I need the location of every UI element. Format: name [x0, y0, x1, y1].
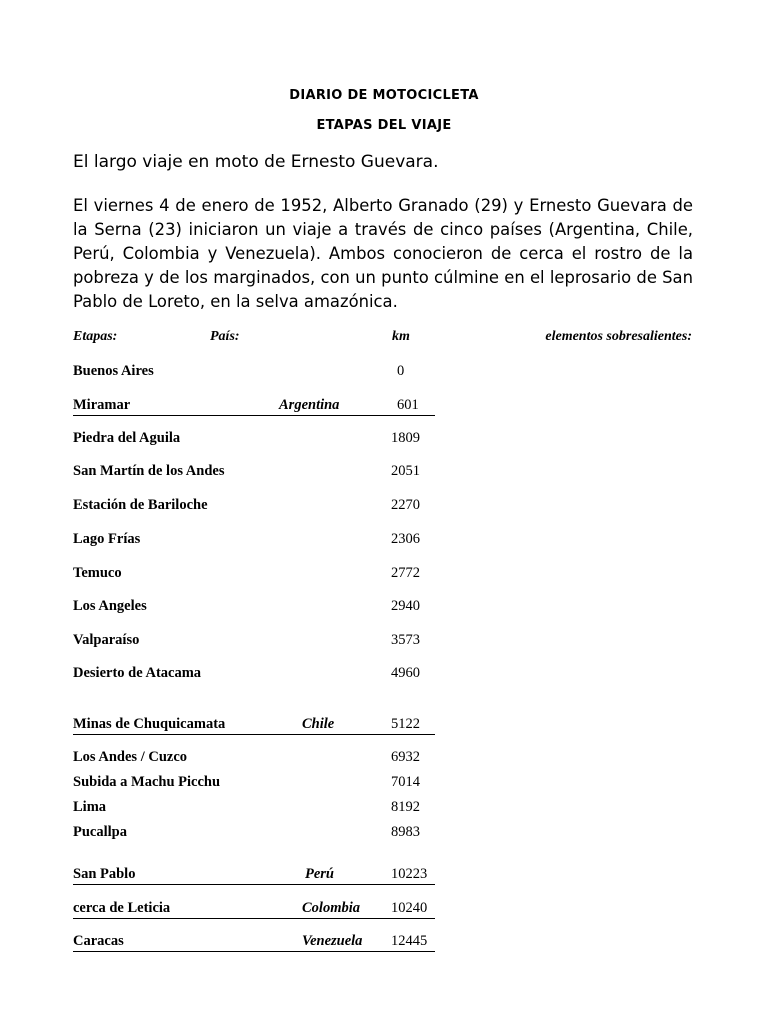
place-name: Miramar: [73, 397, 131, 413]
km-value: 2306: [391, 531, 420, 547]
document-subtitle: ETAPAS DEL VIAJE: [316, 118, 452, 133]
place-name: Los Andes / Cuzco: [73, 749, 188, 765]
table-row: [73, 463, 435, 483]
km-value: 2940: [391, 598, 420, 614]
header-etapas: Etapas:: [73, 329, 118, 344]
place-name: Estación de Bariloche: [73, 497, 208, 513]
km-value: 2051: [391, 463, 420, 479]
table-row: [73, 632, 435, 652]
km-value: 4960: [391, 665, 420, 681]
place-name: Subida a Machu Picchu: [73, 774, 221, 790]
km-value: 5122: [391, 716, 420, 732]
km-value: 6932: [391, 749, 420, 765]
country-name: Venezuela: [302, 933, 363, 949]
place-name: Los Angeles: [73, 598, 147, 614]
table-row: [73, 774, 435, 794]
place-name: San Martín de los Andes: [73, 463, 225, 479]
km-value: 10223: [391, 866, 428, 882]
place-name: Piedra del Aguila: [73, 430, 181, 446]
country-name: Colombia: [302, 900, 361, 916]
header-elementos: elementos sobresalientes:: [545, 329, 692, 344]
document-title: DIARIO DE MOTOCICLETA: [289, 88, 479, 103]
intro-paragraph: El viernes 4 de enero de 1952, Alberto Granado (29) y Ernesto Guevara de la Serna (23) iniciaron un viaje a través de cinco países (Argentina, Chile, Perú, Colombia y Venezuela). Ambos conocieron de cerca el rostro de la pobreza y de los marginados, con un punto cúlmine en el leprosario de San Pablo de Loreto, en la selva amazónica.: [73, 196, 693, 311]
table-row: [73, 531, 435, 551]
km-value: 2270: [391, 497, 420, 513]
header-km: km: [392, 329, 410, 344]
place-name: Lima: [73, 799, 107, 815]
place-name: Temuco: [73, 565, 122, 581]
header-pais: País:: [210, 329, 240, 344]
table-row: [73, 900, 435, 919]
km-value: 1809: [391, 430, 420, 446]
table-row: [73, 866, 435, 885]
place-name: Desierto de Atacama: [73, 665, 202, 681]
table-row: [73, 397, 435, 416]
country-name: Chile: [302, 716, 335, 732]
lead-sentence: El largo viaje en moto de Ernesto Guevara.: [73, 152, 439, 172]
place-name: Minas de Chuquicamata: [73, 716, 226, 732]
table-row: [73, 497, 435, 517]
country-name: Argentina: [279, 397, 340, 413]
km-value: 10240: [391, 900, 428, 916]
table-row: [73, 430, 435, 450]
place-name: Valparaíso: [73, 632, 140, 648]
km-value: 7014: [391, 774, 420, 790]
km-value: 8983: [391, 824, 420, 840]
country-name: Perú: [305, 866, 334, 882]
table-row: [73, 933, 435, 952]
table-row: [73, 716, 435, 735]
place-name: Buenos Aires: [73, 363, 154, 379]
km-value: 8192: [391, 799, 420, 815]
km-value: 601: [397, 397, 419, 413]
table-row: [73, 824, 435, 844]
km-value: 12445: [391, 933, 428, 949]
table-row: [73, 363, 435, 383]
table-row: [73, 799, 435, 819]
table-row: [73, 565, 435, 585]
place-name: San Pablo: [73, 866, 136, 882]
place-name: Lago Frías: [73, 531, 141, 547]
table-row: [73, 598, 435, 618]
place-name: cerca de Leticia: [73, 900, 171, 916]
km-value: 2772: [391, 565, 420, 581]
km-value: 0: [397, 363, 405, 379]
km-value: 3573: [391, 632, 420, 648]
table-row: [73, 665, 435, 685]
place-name: Caracas: [73, 933, 124, 949]
place-name: Pucallpa: [73, 824, 127, 840]
table-row: [73, 749, 435, 769]
